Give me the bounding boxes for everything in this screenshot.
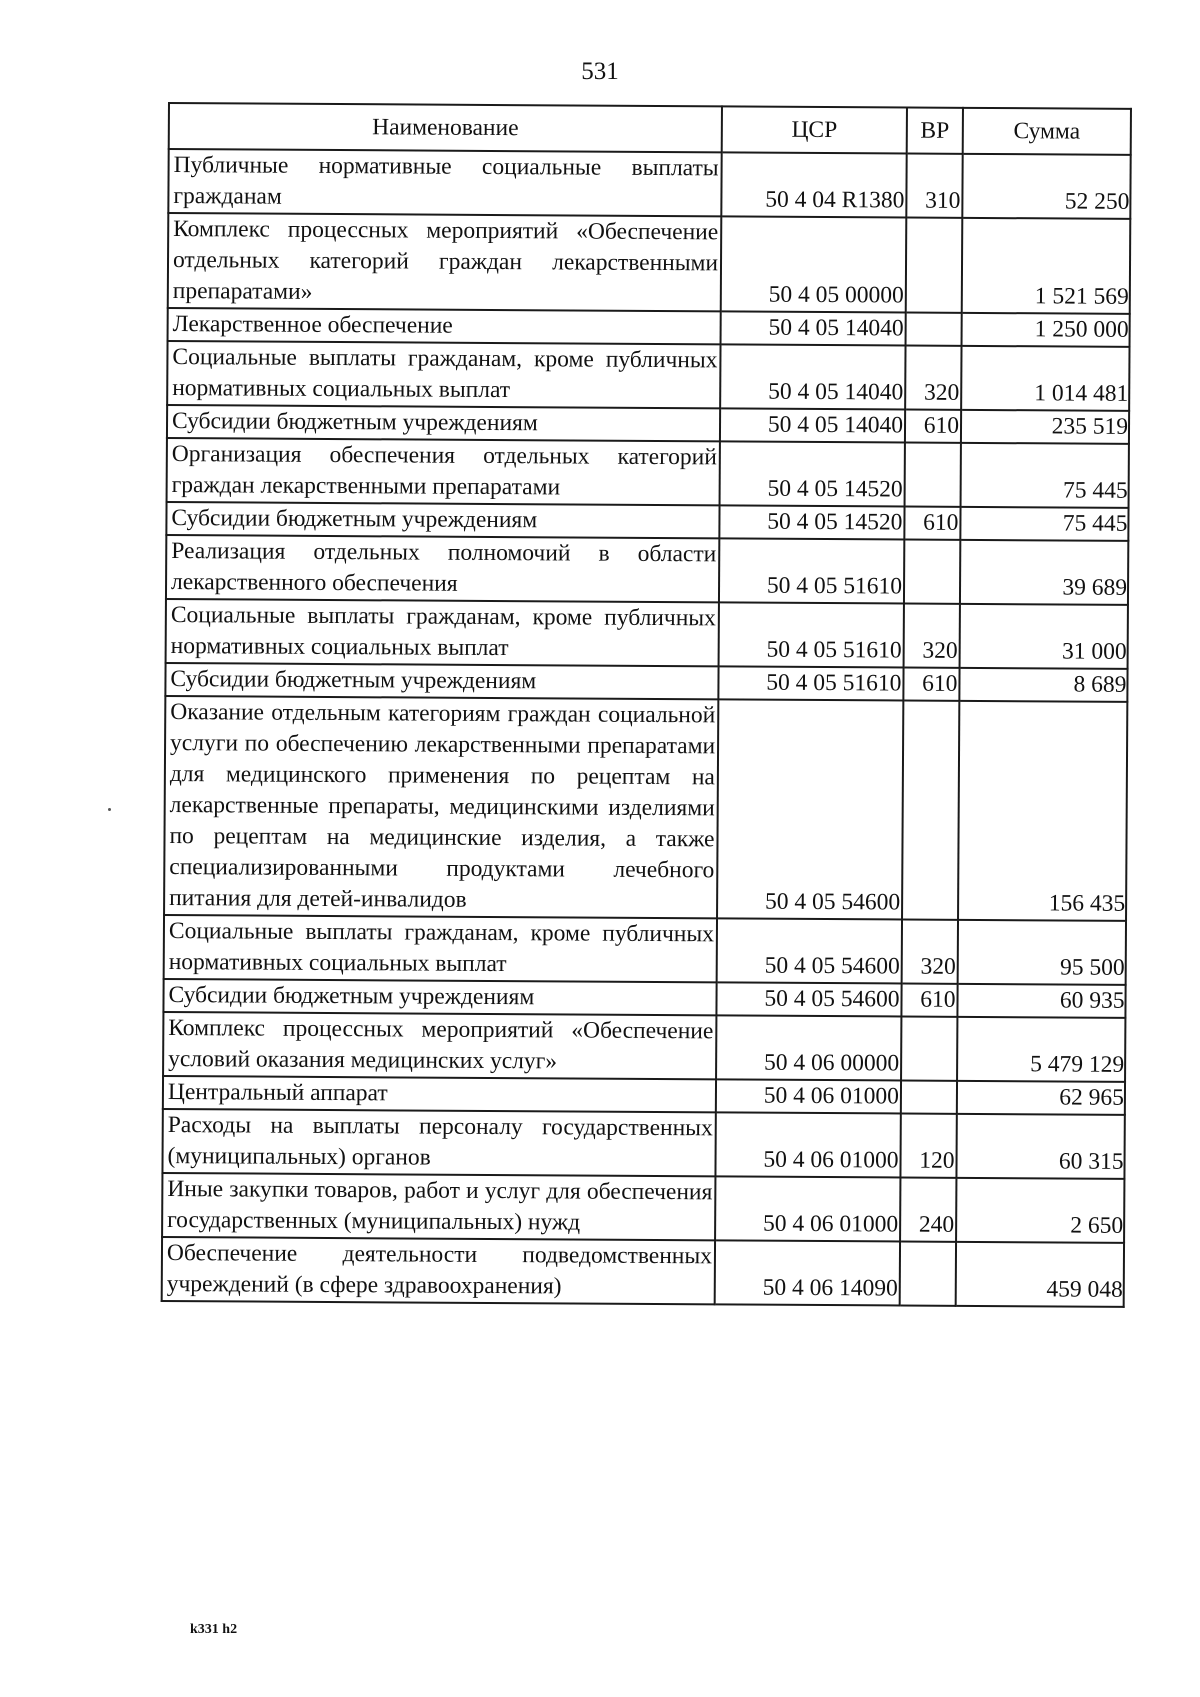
row-name: Субсидии бюджетным учреждениям xyxy=(167,405,720,441)
table-row xyxy=(162,1173,1124,1243)
row-csr: 50 4 05 54600 xyxy=(717,699,903,919)
row-name: Реализация отдельных полномочий в области лекарственного обеспечения xyxy=(166,535,719,602)
row-sum: 235 519 xyxy=(961,410,1129,444)
row-name: Социальные выплаты гражданам, кроме публичных нормативных социальных выплат xyxy=(164,915,717,982)
row-name: Субсидии бюджетным учреждениям xyxy=(166,502,719,538)
table-header-row xyxy=(169,103,1131,155)
row-vr: 320 xyxy=(902,919,958,983)
footer-code: k331 h2 xyxy=(190,1622,238,1637)
row-vr: 610 xyxy=(901,983,957,1016)
header-name: Наименование xyxy=(169,103,722,152)
row-name: Комплекс процессных мероприятий «Обеспечение отдельных категорий граждан лекарственными препаратами» xyxy=(168,213,722,311)
row-csr: 50 4 05 51610 xyxy=(719,602,904,667)
row-name: Обеспечение деятельности подведомственных учреждений (в сфере здравоохранения) xyxy=(162,1237,715,1304)
table-row xyxy=(164,696,1127,921)
row-csr: 50 4 06 01000 xyxy=(715,1112,900,1177)
table-row xyxy=(166,599,1128,669)
row-name: Социальные выплаты гражданам, кроме публичных нормативных социальных выплат xyxy=(166,599,719,666)
table-row xyxy=(162,1237,1124,1307)
row-sum: 1 250 000 xyxy=(962,313,1130,347)
header-csr: ЦСР xyxy=(722,106,907,153)
row-vr: 240 xyxy=(900,1177,956,1241)
table-row xyxy=(168,149,1130,219)
row-name: Организация обеспечения отдельных категорий граждан лекарственными препаратами xyxy=(167,438,720,505)
table-row xyxy=(167,438,1129,508)
row-sum: 60 315 xyxy=(956,1114,1124,1179)
row-sum: 52 250 xyxy=(962,154,1130,219)
row-vr xyxy=(906,313,962,346)
row-vr: 120 xyxy=(900,1113,956,1177)
row-csr: 50 4 06 00000 xyxy=(716,1015,901,1080)
row-csr: 50 4 05 51610 xyxy=(718,666,903,700)
row-sum: 2 650 xyxy=(956,1178,1124,1243)
row-sum: 75 445 xyxy=(960,507,1128,541)
row-name: Комплекс процессных мероприятий «Обеспечение условий оказания медицинских услуг» xyxy=(163,1012,716,1079)
row-name: Социальные выплаты гражданам, кроме публичных нормативных социальных выплат xyxy=(167,341,720,408)
row-vr: 610 xyxy=(904,507,960,540)
page-number: 531 xyxy=(581,58,619,85)
row-sum: 1 014 481 xyxy=(961,346,1129,411)
header-sum: Сумма xyxy=(963,108,1131,155)
row-vr: 320 xyxy=(905,346,961,410)
table-row xyxy=(166,535,1128,605)
row-sum: 156 435 xyxy=(958,701,1127,921)
row-vr: 320 xyxy=(904,604,960,668)
row-vr: 610 xyxy=(903,668,959,701)
row-vr xyxy=(900,1241,956,1305)
row-name: Субсидии бюджетным учреждениям xyxy=(165,663,718,699)
row-csr: 50 4 05 54600 xyxy=(717,918,902,983)
row-name: Оказание отдельным категориям граждан социальной услуги по обеспечению лекарственными препаратами для медицинского применения по рецептам на лекарственные препараты, медицинскими изделиями по рецептам на медицинские изделия, а также специализированными продуктами лечебного питания для детей-инвалидов xyxy=(164,696,718,918)
scan-speck xyxy=(108,808,111,811)
row-sum: 60 935 xyxy=(957,984,1125,1018)
row-vr xyxy=(901,1080,957,1113)
row-csr: 50 4 05 14040 xyxy=(720,344,905,409)
row-csr: 50 4 05 14520 xyxy=(719,505,904,539)
row-vr: 310 xyxy=(906,154,962,218)
row-vr xyxy=(901,1016,957,1080)
row-name: Иные закупки товаров, работ и услуг для обеспечения государственных (муниципальных) нужд xyxy=(162,1173,715,1240)
row-sum: 31 000 xyxy=(960,604,1128,669)
row-csr: 50 4 04 R1380 xyxy=(721,152,906,217)
row-csr: 50 4 05 51610 xyxy=(719,538,904,603)
row-vr xyxy=(902,701,959,920)
row-sum: 5 479 129 xyxy=(957,1017,1125,1082)
row-sum: 39 689 xyxy=(960,540,1128,605)
table-row xyxy=(167,341,1129,411)
row-csr: 50 4 05 14520 xyxy=(720,441,905,506)
row-name: Расходы на выплаты персоналу государственных (муниципальных) органов xyxy=(162,1109,715,1176)
row-vr xyxy=(905,443,961,507)
row-csr: 50 4 06 14090 xyxy=(715,1240,900,1305)
row-sum: 1 521 569 xyxy=(962,218,1131,314)
row-sum: 75 445 xyxy=(961,443,1129,508)
row-name: Центральный аппарат xyxy=(163,1076,716,1112)
row-csr: 50 4 06 01000 xyxy=(716,1079,901,1113)
row-name: Публичные нормативные социальные выплаты гражданам xyxy=(168,149,721,216)
row-name: Лекарственное обеспечение xyxy=(168,308,721,344)
table-row xyxy=(163,1012,1125,1082)
row-csr: 50 4 05 00000 xyxy=(721,216,907,312)
row-name: Субсидии бюджетным учреждениям xyxy=(163,979,716,1015)
row-sum: 62 965 xyxy=(957,1081,1125,1115)
row-csr: 50 4 05 14040 xyxy=(720,408,905,442)
table-row xyxy=(168,213,1131,314)
row-sum: 95 500 xyxy=(958,920,1126,985)
row-sum: 8 689 xyxy=(959,668,1127,702)
table-row xyxy=(162,1109,1124,1179)
row-csr: 50 4 05 14040 xyxy=(721,311,906,345)
row-csr: 50 4 05 54600 xyxy=(716,982,901,1016)
table-body xyxy=(162,149,1131,1307)
row-csr: 50 4 06 01000 xyxy=(715,1176,900,1241)
row-vr: 610 xyxy=(905,410,961,443)
table-row xyxy=(164,915,1126,985)
header-vr: ВР xyxy=(907,108,963,154)
row-vr xyxy=(904,540,960,604)
row-sum: 459 048 xyxy=(956,1242,1124,1307)
row-vr xyxy=(906,218,963,313)
budget-table xyxy=(161,102,1132,1308)
